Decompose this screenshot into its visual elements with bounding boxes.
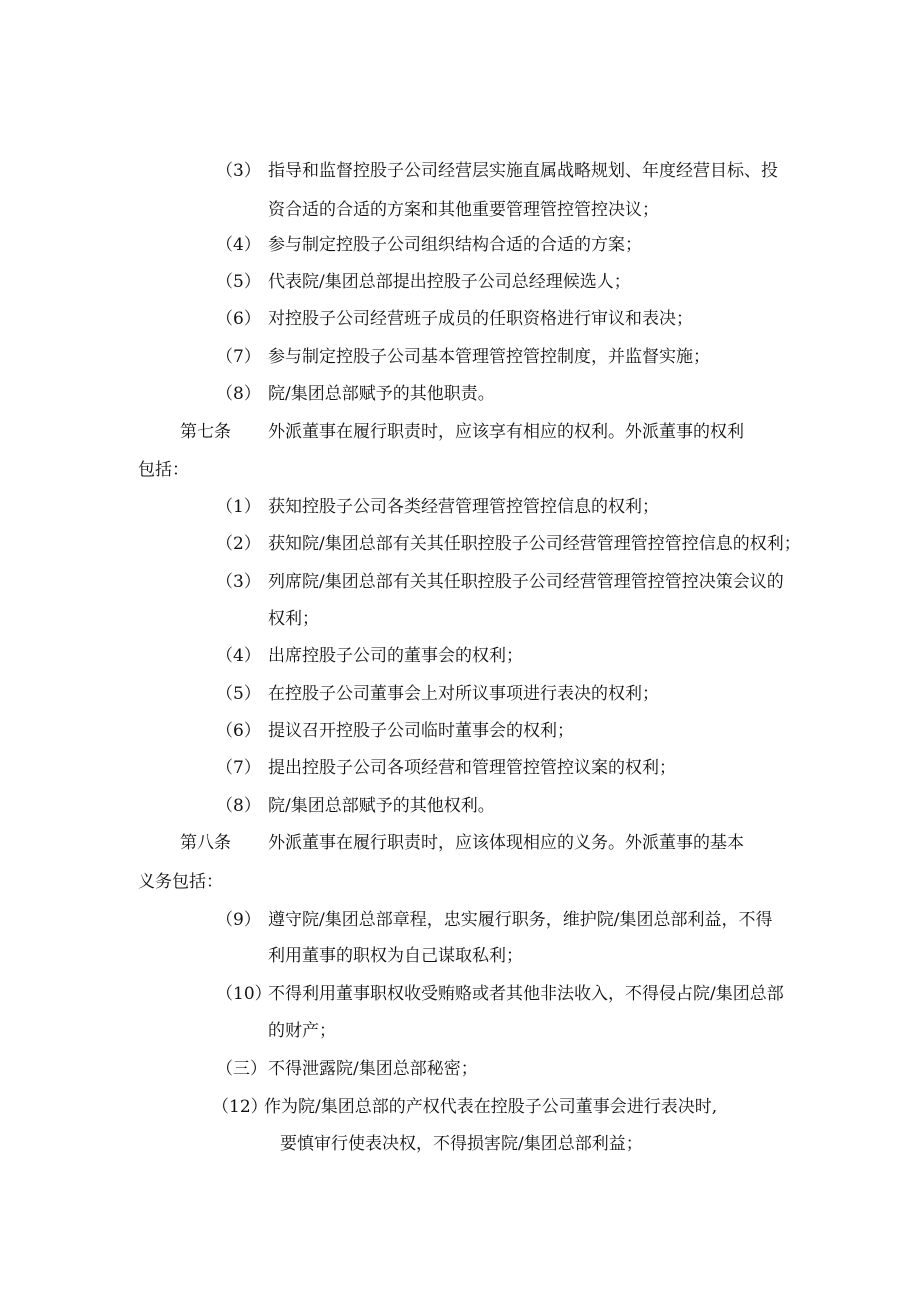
item-number: （7）	[216, 758, 261, 778]
item-number: （4）	[216, 646, 261, 666]
article-8-label: 第八条	[180, 833, 231, 853]
item-number: （6）	[216, 309, 261, 329]
item-number: （4）	[216, 235, 261, 255]
item-text: 指导和监督控股子公司经营层实施直属战略规划、年度经营目标、投	[268, 161, 778, 181]
item-number: （9）	[216, 910, 261, 930]
item-text: 参与制定控股子公司组织结构合适的合适的方案；	[268, 235, 642, 255]
article-7-text: 外派董事在履行职责时，应该享有相应的权利。外派董事的权利	[268, 422, 744, 442]
item-text: 代表院/集团总部提出控股子公司总经理候选人；	[268, 272, 631, 292]
item-text-continued: 资合适的合适的方案和其他重要管理管控管控决议；	[268, 200, 659, 220]
item-text: 获知控股子公司各类经营管理管控管控信息的权利；	[268, 497, 659, 517]
article-7-label: 第七条	[180, 422, 231, 442]
item-text: 提议召开控股子公司临时董事会的权利；	[268, 721, 574, 741]
article-8-text-continued: 义务包括：	[138, 872, 223, 892]
item-text-continued: 利用董事的职权为自己谋取私利；	[268, 946, 523, 966]
item-text: 不得利用董事职权收受贿赂或者其他非法收入，不得侵占院/集团总部	[268, 984, 784, 1004]
item-text: 遵守院/集团总部章程，忠实履行职务，维护院/集团总部利益，不得	[268, 910, 773, 930]
item-text-continued: 权利；	[268, 609, 319, 629]
item-number: （三）	[216, 1059, 267, 1079]
item-number: （1）	[216, 497, 261, 517]
article-8-text: 外派董事在履行职责时，应该体现相应的义务。外派董事的基本	[268, 833, 744, 853]
item-text: 获知院/集团总部有关其任职控股子公司经营管理管控管控信息的权利；	[268, 534, 801, 554]
item-number: （8）	[216, 384, 261, 404]
item-number: （5）	[216, 272, 261, 292]
item-number: （2）	[216, 534, 261, 554]
item-text: 不得泄露院/集团总部秘密；	[268, 1059, 478, 1079]
item-text-continued: 要慎审行使表决权，不得损害院/集团总部利益；	[280, 1134, 643, 1154]
item-number: （10）	[216, 984, 272, 1004]
item-text: 出席控股子公司的董事会的权利；	[268, 646, 523, 666]
item-text: 提出控股子公司各项经营和管理管控管控议案的权利；	[268, 758, 676, 778]
item-text: 作为院/集团总部的产权代表在控股子公司董事会进行表决时,	[264, 1097, 718, 1117]
item-number: （3）	[216, 161, 261, 181]
item-number: （5）	[216, 684, 261, 704]
item-text-continued: 的财产；	[268, 1021, 336, 1041]
item-text: 参与制定控股子公司基本管理管控管控制度，并监督实施；	[268, 347, 710, 367]
item-number: （3）	[216, 572, 261, 592]
item-text: 院/集团总部赋予的其他权利。	[268, 796, 495, 816]
article-7-text-continued: 包括：	[138, 460, 189, 480]
item-number: （6）	[216, 721, 261, 741]
item-number: （7）	[216, 347, 261, 367]
item-text: 在控股子公司董事会上对所议事项进行表决的权利；	[268, 684, 659, 704]
item-text: 院/集团总部赋予的其他职责。	[268, 384, 495, 404]
item-number: （8）	[216, 796, 261, 816]
item-text: 列席院/集团总部有关其任职控股子公司经营管理管控管控决策会议的	[268, 572, 784, 592]
item-number: （12）	[212, 1097, 268, 1117]
item-text: 对控股子公司经营班子成员的任职资格进行审议和表决；	[268, 309, 693, 329]
